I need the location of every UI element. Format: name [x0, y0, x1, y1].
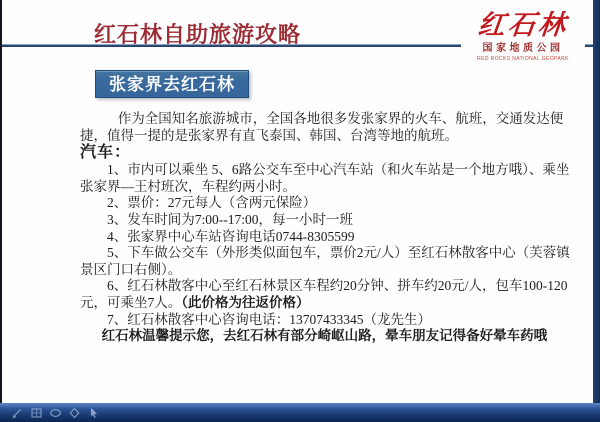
slide-left-border	[0, 0, 2, 422]
list-item-1	[80, 162, 582, 195]
list-item-4-text: 4、张家界中心车站咨询电话0744-8305599	[107, 228, 355, 244]
logo-subtitle-english: RED ROCKS NATIONAL GEOPARK	[477, 56, 569, 62]
slide-right-border	[593, 0, 600, 422]
pencil-icon[interactable]	[10, 405, 25, 420]
list-item-3-text: 3、发车时间为7:00--17:00，每一小时一班	[107, 211, 353, 227]
logo-brand-calligraphy: 红石林	[476, 10, 570, 41]
list-item-6-bold-note: （此价格为往返价格）	[181, 294, 310, 310]
diamond-icon[interactable]	[67, 405, 82, 420]
ellipse-icon[interactable]	[48, 405, 63, 420]
intro-paragraph: 作为全国知名旅游城市，全国各地很多发张家界的火车、航班，交通发达便捷，值得一提的是张家界有直飞泰国、韩国、台湾等地的航班。	[80, 111, 564, 143]
page-title: 红石林自助旅游攻略	[94, 22, 302, 47]
list-item-4	[80, 229, 582, 246]
list-item-7	[80, 312, 582, 329]
list-item-6-text: 6、红石林散客中心至红石林景区车程约20分钟、拼车约20元/人，包车100-120元，可乘坐7人。	[80, 278, 568, 310]
warm-tip-line: 红石林温馨提示您，去红石林有部分崎岖山路，晕车朋友记得备好晕车药哦	[101, 328, 548, 344]
list-item-5-text: 5、下车做公交车（外形类似面包车，票价2元/人）至红石林散客中心（芙蓉镇景区门口右侧）。	[80, 245, 570, 277]
list-item-5	[80, 245, 582, 278]
car-section-heading: 汽车：	[80, 144, 132, 162]
logo-subtitle: 国家地质公园	[482, 43, 564, 54]
list-item-6	[80, 278, 582, 311]
body-text	[80, 111, 582, 345]
frame-icon[interactable]	[29, 405, 44, 420]
red-stone-forest-logo	[461, 11, 585, 64]
pointer-icon[interactable]	[86, 405, 101, 420]
section-label-box: 张家界去红石林	[95, 70, 249, 98]
list-item-3	[80, 212, 582, 229]
list-item-2-text: 2、票价：27元每人（含两元保险）	[107, 195, 317, 211]
list-item-7-text: 7、红石林散客中心咨询电话：13707433345（龙先生）	[107, 311, 431, 327]
list-item-2	[80, 195, 582, 212]
annotation-toolbar	[0, 403, 600, 422]
list-item-1-text: 1、市内可以乘坐 5、6路公交车至中心汽车站（和火车站是一个地方哦）、乘坐张家界—王村班次，车程约两小时。	[80, 162, 570, 194]
